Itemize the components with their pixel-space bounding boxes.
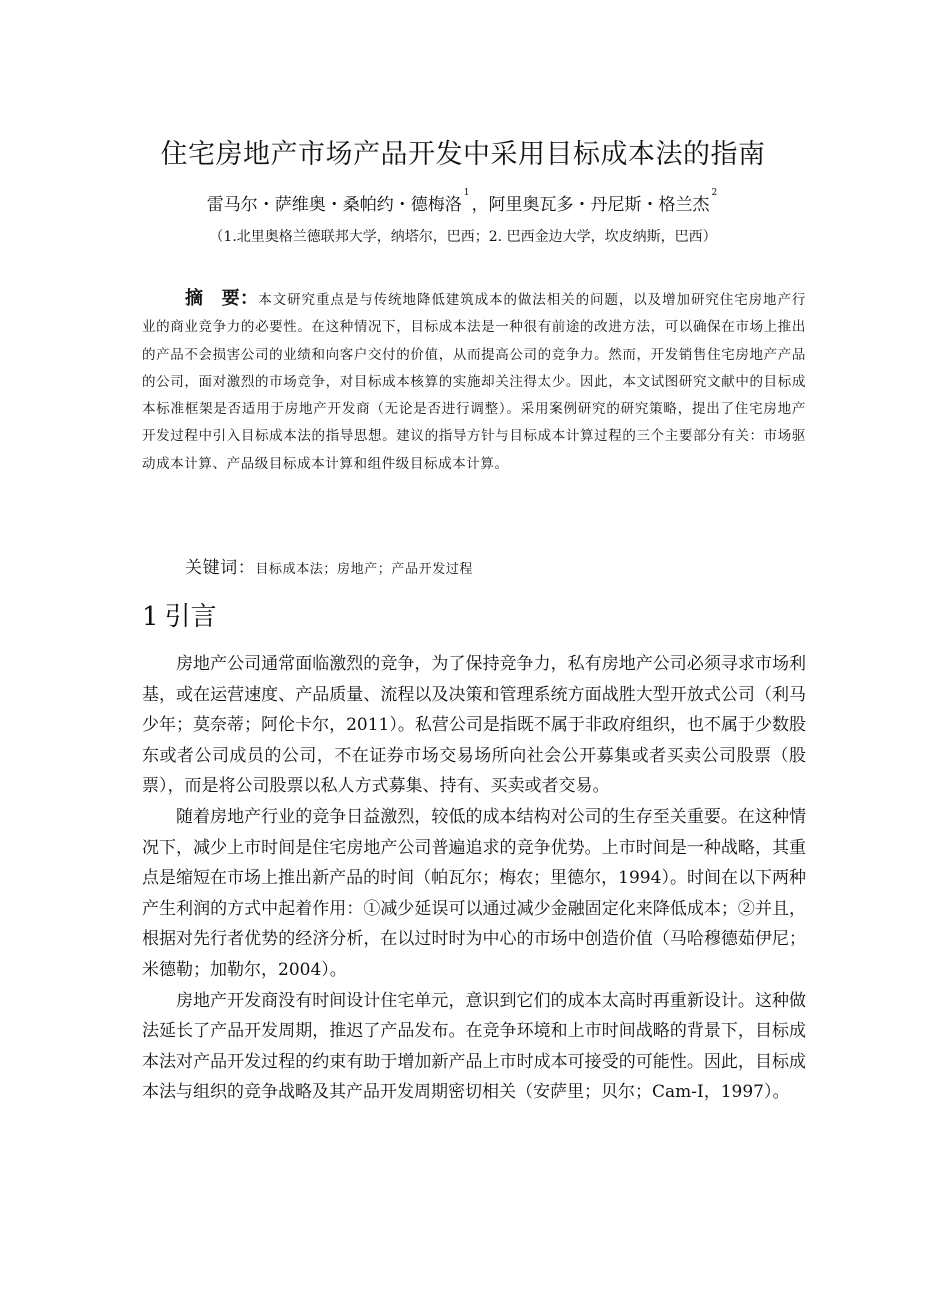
section-title: 引言	[164, 602, 217, 632]
body-text	[142, 649, 806, 1108]
affiliation-marker-2: 2	[711, 188, 718, 198]
abstract-label: 摘 要：	[185, 288, 259, 309]
paper-title: 住宅房地产市场产品开发中采用目标成本法的指南	[160, 139, 766, 170]
paragraph: 随着房地产行业的竞争日益激烈，较低的成本结构对公司的生存至关重要。在这种情况下，减少上市时间是住宅房地产公司普遍追求的竞争优势。上市时间是一种战略，其重点是缩短在市场上推出新产品的时间（帕瓦尔；梅农；里德尔，1994）。时间在以下两种产生利润的方式中起着作用：①减少延误可以通过减少金融固定化来降低成本；②并且，根据对先行者优势的经济分析，在以过时时为中心的市场中创造价值（马哈穆德茹伊尼；米德勒；加勒尔，2004）。	[142, 806, 806, 980]
author-group-1: 雷马尔・萨维奥・桑帕约・德梅洛	[206, 195, 462, 215]
affiliation-marker-1: 1	[463, 188, 470, 198]
keywords-line	[185, 553, 473, 578]
abstract-block	[142, 285, 806, 478]
section-number: 1	[142, 602, 159, 632]
affiliations: （1.北里奥格兰德联邦大学，纳塔尔，巴西；2. 巴西金边大学，坎皮纳斯，巴西）	[209, 229, 717, 245]
keywords-label: 关键词：	[185, 558, 256, 578]
author-separator: ，	[471, 195, 489, 215]
paragraph: 房地产公司通常面临激烈的竞争，为了保持竞争力，私有房地产公司必须寻求市场利基，或在运营速度、产品质量、流程以及决策和管理系统方面战胜大型开放式公司（利马少年；莫奈蒂；阿伦卡尔，2011）。私营公司是指既不属于非政府组织，也不属于少数股东或者公司成员的公司，不在证券市场交易场所向社会公开募集或者买卖公司股票（股票），而是将公司股票以私人方式募集、持有、买卖或者交易。	[142, 654, 806, 797]
abstract-text: 本文研究重点是与传统地降低建筑成本的做法相关的问题，以及增加研究住宅房地产行业的商业竞争力的必要性。在这种情况下，目标成本法是一种很有前途的改进方法，可以确保在市场上推出的产品不会损害公司的业绩和向客户交付的价值，从而提高公司的竞争力。然而，开发销售住宅房地产产品的公司，面对激烈的市场竞争，对目标成本核算的实施却关注得太少。因此，本文试图研究文献中的目标成本标准框架是否适用于房地产开发商（无论是否进行调整）。采用案例研究的研究策略，提出了住宅房地产开发过程中引入目标成本法的指导思想。建议的指导方针与目标成本计算过程的三个主要部分有关：市场驱动成本计算、产品级目标成本计算和组件级目标成本计算。	[142, 292, 806, 472]
keywords-text: 目标成本法；房地产；产品开发过程	[255, 562, 474, 577]
author-line	[0, 190, 926, 215]
paragraph: 房地产开发商没有时间设计住宅单元，意识到它们的成本太高时再重新设计。这种做法延长了产品开发周期，推迟了产品发布。在竞争环境和上市时间战略的背景下，目标成本法对产品开发过程的约束有助于增加新产品上市时成本可接受的可能性。因此，目标成本法与组织的竞争战略及其产品开发周期密切相关（安萨里；贝尔；Cam-I，1997）。	[142, 990, 806, 1103]
section-heading	[142, 596, 217, 633]
author-group-2: 阿里奥瓦多・丹尼斯・格兰杰	[488, 195, 710, 215]
